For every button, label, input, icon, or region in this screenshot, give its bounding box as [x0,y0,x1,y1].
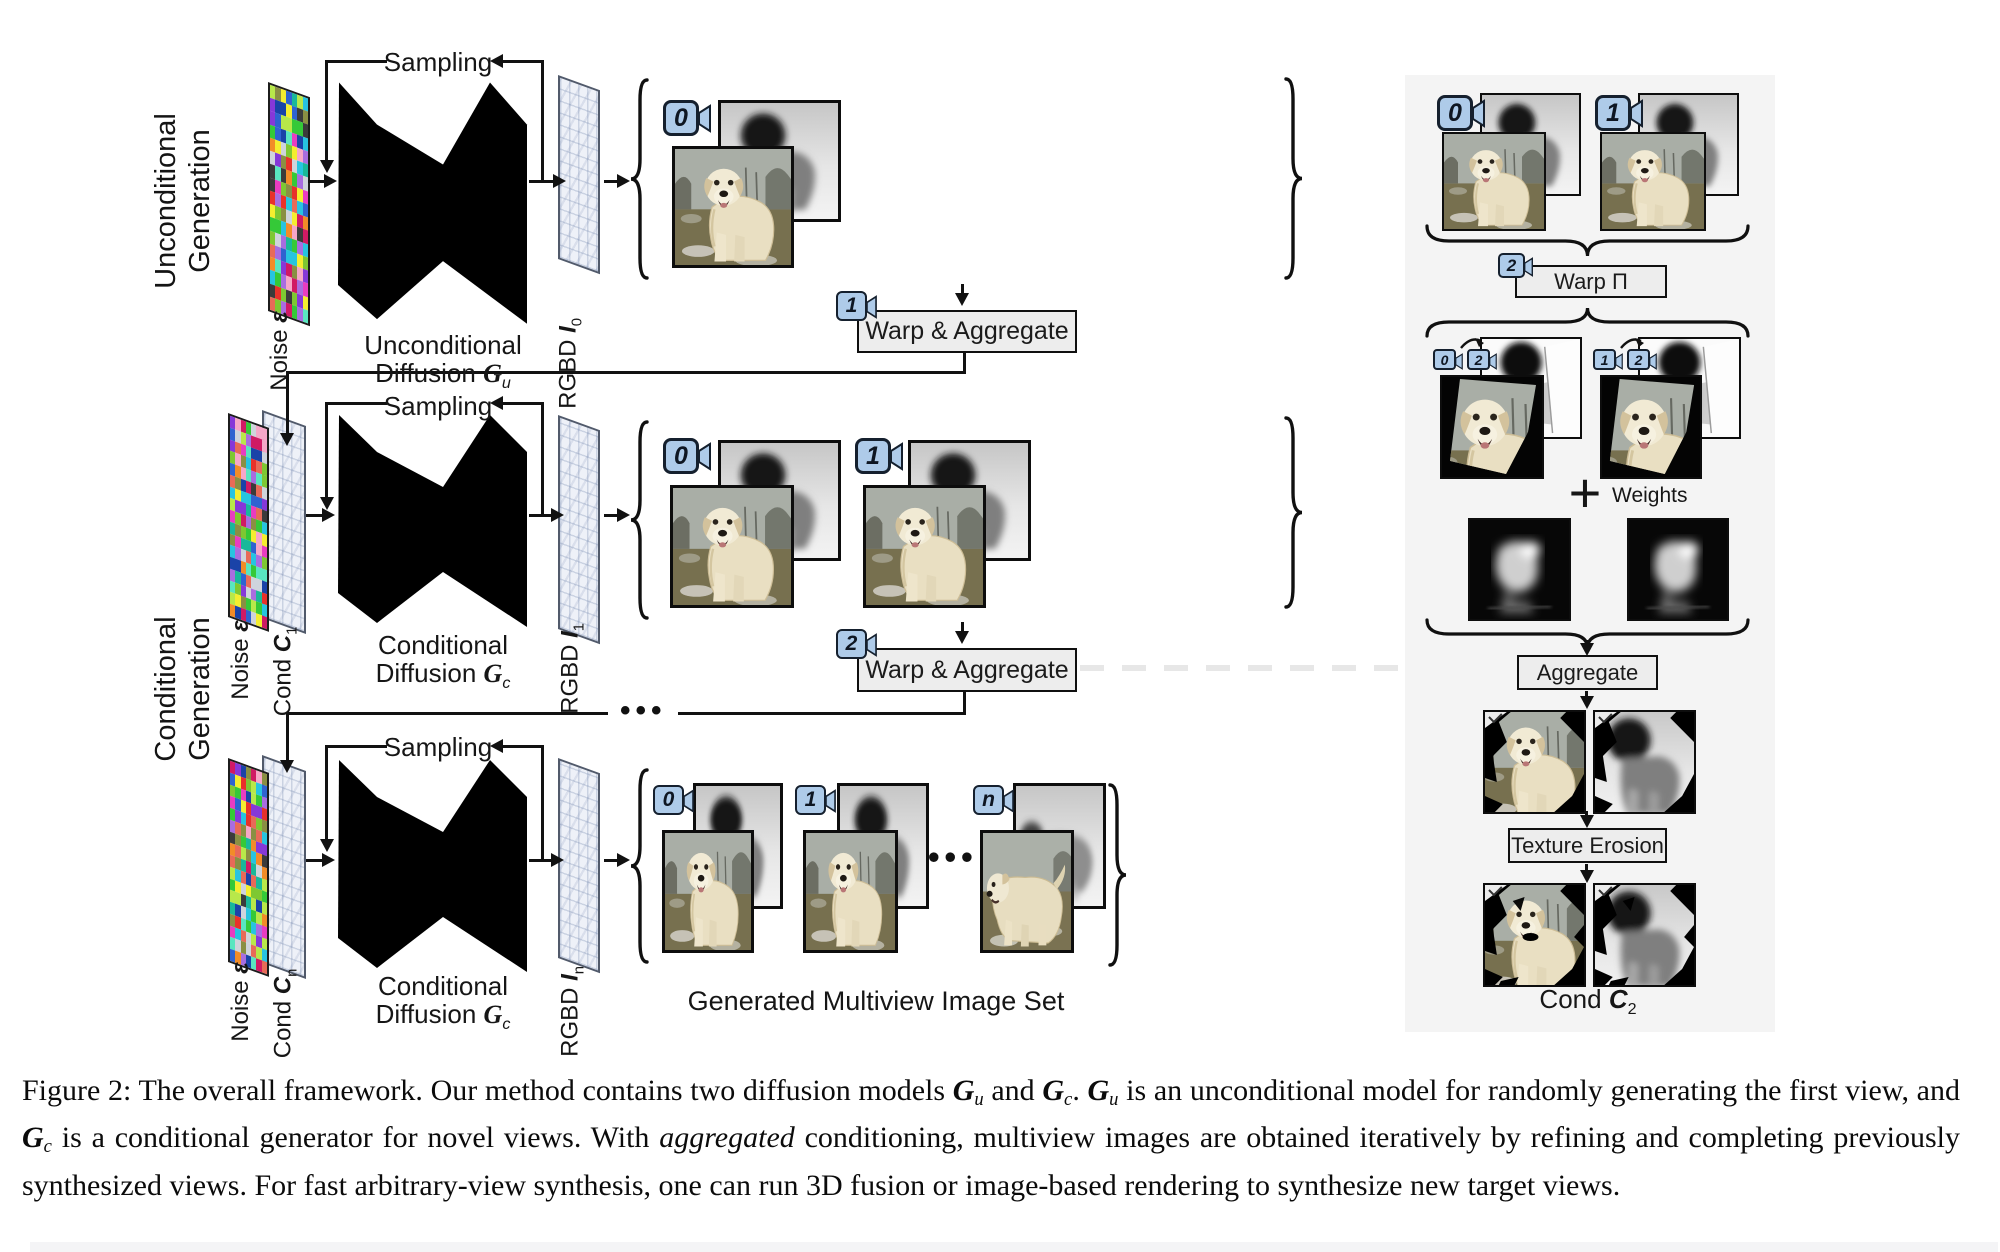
diffusion-label-line2: Diffusion $G_u$ [375,358,511,393]
diffusion-label-row3 [341,972,545,1038]
camera-number: 0 [1448,98,1462,127]
camera-icon-warpbox2 [836,629,877,659]
panel-aggregated-depth [1593,710,1696,814]
panel-warped-rgb-0to2 [1440,375,1544,479]
camera-number: 2 [1634,351,1643,368]
camera-icon-row2-view0 [663,438,711,474]
row1-loop-right-riser [541,60,544,181]
rgb-image-row2-view1 [863,485,986,608]
aggregate-label: Aggregate [1536,659,1639,685]
section-label-conditional [149,539,217,839]
rgbd-plane-row3 [558,758,600,973]
noise-label-row2: Noise ε [227,620,254,700]
panel-aggregated-rgb [1483,710,1586,814]
camera-icon-warpedpair0-to [1467,349,1497,370]
camera-icon-panel-view0 [1437,95,1485,131]
section-label-line2: Generation [184,617,216,761]
row1-loop-arrowhead [320,160,334,173]
warp-pi-label: Warp Π [1554,268,1628,294]
view-ellipsis-row3: ••• [928,838,978,875]
section-label-unconditional [149,51,217,351]
cond-label-row3: Cond $C_n$ [269,968,301,1059]
row2-loop-right-riser [541,402,544,516]
diffusion-label-row2 [341,631,545,697]
panel-weight-map-0 [1468,518,1571,621]
brace-close-row1 [1284,77,1304,280]
section-label-line1: Conditional [150,616,182,762]
rgb-image-row3-viewn [980,830,1074,953]
bottom-edge-strip [30,1242,1998,1252]
diffusion-label-line2: Diffusion $G_c$ [375,658,511,693]
warp-aggregate-label-2: Warp & Aggregate [865,655,1069,684]
panel-eroded-depth [1593,883,1696,987]
camera-number: 2 [845,632,858,655]
conditional-diffusion-model-row2 [335,411,531,629]
panel-brace-weights [1425,618,1750,650]
dashed-link-to-panel [1080,665,1403,671]
row3-loop-right-riser [541,745,544,861]
panel-cond-c2-label: Cond $C_2$ [1539,984,1637,1019]
row2-loop-left-line [327,402,387,405]
row3-output-arrowhead [551,853,564,867]
sampling-label-row1: Sampling [383,47,493,77]
row1-output-arrowhead [553,174,566,188]
panel-rgb-view1 [1600,132,1706,231]
row1-loop-left-line [327,60,387,63]
camera-icon-warpedpair0-from [1433,349,1463,370]
diffusion-label-line2: Diffusion $G_c$ [375,999,511,1034]
camera-number: 1 [1606,98,1620,127]
panel-rgb-view0 [1442,132,1546,231]
camera-number: 0 [674,441,688,470]
unconditional-diffusion-model [335,78,531,326]
aggregate-box [1517,655,1658,690]
diffusion-label-line1: Conditional [377,630,509,660]
cond-label-row2: Cond $C_1$ [269,626,301,717]
camera-number: 1 [1600,351,1609,368]
section-label-line2: Generation [184,129,216,273]
panel-weight-map-1 [1627,518,1729,621]
camera-number: 1 [866,441,880,470]
panel-weights-label: Weights [1612,484,1688,507]
camera-icon-panel-warp [1498,253,1533,278]
panel-warped-rgb-1to2 [1600,375,1702,479]
connector1-arrowhead [955,293,969,306]
panel-arrowhead-to-erosion [1580,815,1594,828]
texture-erosion-label: Texture Erosion [1511,832,1664,858]
diffusion-label-line1: Conditional [377,971,509,1001]
row3-input-arrowhead [322,853,335,867]
warp-aggregate-box-2 [857,648,1077,692]
brace-open-row1 [629,78,649,280]
panel-arrowhead-erosion-out [1580,870,1594,883]
panel-brace-pairs [1425,224,1750,258]
panel-plus-sign: + [1568,461,1602,524]
camera-icon-panel-view1 [1595,95,1643,131]
sampling-label-row3: Sampling [383,732,493,762]
camera-number: 1 [804,788,817,811]
row2-output-arrowhead [551,508,564,522]
rgbd-label-row3: RGBD $I_n$ [556,965,588,1057]
camera-icon-warpedpair1-to [1627,349,1657,370]
warp-pi-box [1515,265,1667,298]
diffusion-label-line1: Unconditional [364,330,522,360]
connector2-arrowhead [955,631,969,644]
connector1-feedback-arrowhead [280,433,294,446]
camera-number: 0 [662,788,675,811]
camera-number: 1 [845,294,858,317]
camera-icon-row3-view1 [795,785,836,815]
panel-brace-warpout [1425,306,1750,338]
row3-loop-left-line [327,745,387,748]
row3-loop-left-drop [325,745,328,841]
figure-caption: Figure 2: The overall framework. Our method contains two diffusion models Gu and Gc. Gu is an unconditional model for randomly generating the first view, and Gc is a conditional generator for novel views. With aggregated conditioning, multiview images are obtained iteratively by refining and completing previously synthesized views. For fast arbitrary-view synthesis, one can run 3D fusion or image-based rendering to synthesize new target views. [22,1074,1960,1202]
row3-loop-arrowhead [320,839,334,852]
camera-number: 2 [1506,255,1517,275]
camera-number: 0 [674,103,688,132]
camera-icon-row2-view1 [855,438,903,474]
noise-label-row1: Noise ε [266,311,293,391]
camera-number: 0 [1440,351,1449,368]
noise-grid-row1 [268,82,310,326]
warp-aggregate-box-1 [857,310,1077,353]
camera-number: 2 [1474,351,1483,368]
brace-open-row3 [629,768,649,964]
camera-icon-row3-viewn [973,785,1014,815]
row2-loop-left-drop [325,402,328,499]
panel-arrowhead-agg-out [1580,696,1594,709]
camera-icon-warpbox1 [836,291,877,321]
sampling-label-row2: Sampling [383,391,493,421]
rgbd-label-row2: RGBD $I_1$ [556,622,588,714]
rgb-image-row3-view1 [803,830,898,953]
brace-open-row2 [629,420,649,620]
camera-icon-warpedpair1-from [1593,349,1623,370]
row1-loop-left-drop [325,60,328,162]
generated-set-label: Generated Multiview Image Set [687,986,1065,1016]
brace-close-row3 [1108,783,1128,967]
connector2-feedback-line-right [678,712,966,715]
row1-input-arrowhead [324,174,337,188]
diffusion-label-row1 [341,331,545,397]
rgb-image-row3-view0 [662,830,754,953]
rgb-image-row1-view0 [672,146,794,268]
rgb-image-row2-view0 [670,485,794,608]
connector2-feedback-arrowhead [280,760,294,773]
conditional-diffusion-model-row3 [335,756,531,974]
brace-close-row2 [1284,416,1304,609]
warp-aggregate-label-1: Warp & Aggregate [865,317,1069,345]
section-label-line1: Unconditional [150,113,182,289]
camera-number: n [982,788,995,811]
row2-input-arrowhead [322,508,335,522]
texture-erosion-box [1508,828,1667,863]
camera-icon-row1-view0 [663,100,711,136]
panel-eroded-rgb [1483,883,1586,987]
iteration-ellipsis: ••• [620,694,667,727]
camera-icon-row3-view0 [653,785,694,815]
noise-label-row3: Noise ε [227,962,254,1042]
rgbd-label-row1: RGBD $I_0$ [554,317,586,409]
